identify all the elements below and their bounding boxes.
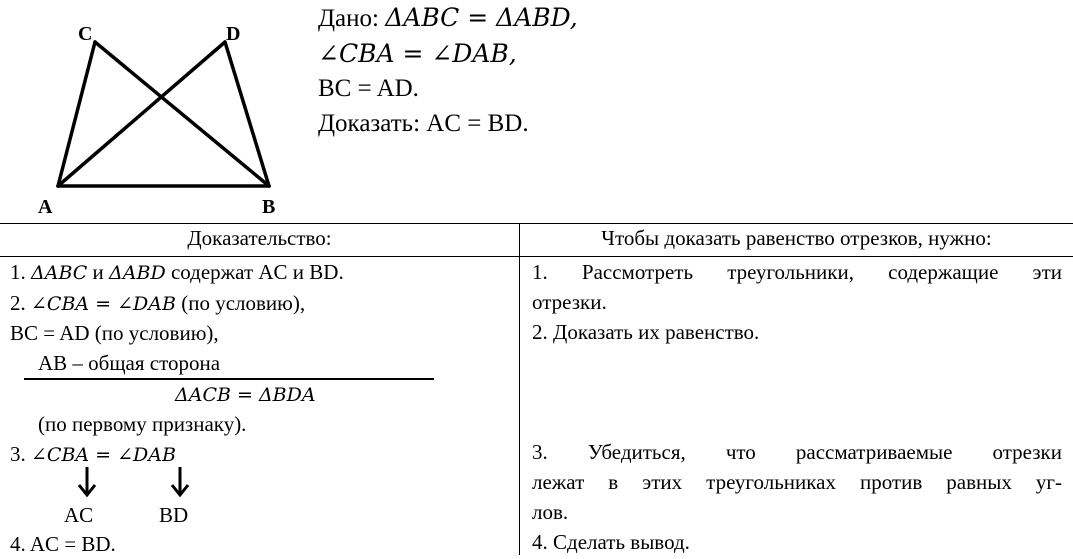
segment-bd [225,42,269,186]
segment-label-bd: BD [159,503,189,527]
vertex-label-c: C [78,23,93,45]
given-angles-equal: ∠CBA = ∠DAB, [318,39,517,68]
vertex-label-a: A [38,196,53,218]
given-line-3 [318,73,419,105]
triangle-abc: ΔABC [31,262,88,284]
method-step-2: 2. Доказать их равенство. [532,320,760,344]
proof-step-2-line-3: AB – общая сторона [38,351,221,375]
segment-ad [58,42,225,186]
method-step-3-line-2: лежат в этих треугольниках против равных уг- [532,470,1062,494]
conjunction: и [87,260,110,284]
given-triangles-equal: ΔABC = ΔABD, [385,3,578,32]
step-number: 1. [10,260,31,284]
header-steps: Чтобы доказать равенство отрезков, нужно: [601,226,992,250]
segment-ac [58,42,95,186]
table-top-border [0,223,1073,224]
given-line-1 [318,2,578,35]
method-step-3-line-1: 3. Убедиться, что рассматриваемые отрезки [532,440,1062,464]
arrow-down-icon [77,466,97,498]
step-number: 2. [10,291,31,315]
proof-step-1 [10,257,344,288]
step-text: (по условию), [175,291,306,315]
prove-line [318,108,529,140]
proof-step-2-line-2: BC = AD (по условию), [10,321,219,345]
triangle-abd: ΔABD [109,262,166,284]
method-step-1-line-1: 1. Рассмотреть треугольники, содержащие эти [532,260,1062,284]
step-number: 3. [10,442,31,466]
step-text: содержат AC и BD. [165,260,344,284]
vertex-label-d: D [226,23,241,45]
proof-step-2 [10,288,305,319]
method-step-3-line-3: лов. [532,500,569,524]
given-line-2 [318,38,517,71]
segment-cb [95,42,269,186]
method-step-1-line-2: отрезки. [532,290,607,314]
vertex-label-b: B [262,196,276,218]
proof-step-2-reason: (по первому признаку). [38,412,247,436]
arrow-down-icon [170,466,190,498]
method-step-4: 4. Сделать вывод. [532,530,690,554]
table-column-divider [519,223,520,555]
prove-statement: Доказать: AC = BD. [318,110,529,137]
angle-equality: ∠CBA = ∠DAB [31,444,176,466]
triangle-equality: ΔACB = ΔBDA [175,384,316,406]
segment-label-ac: AC [64,503,94,527]
triangle-figure [0,0,300,225]
given-label: Дано: [318,5,386,32]
angle-equality: ∠CBA = ∠DAB [31,293,176,315]
proof-step-4: 4. AC = BD. [10,532,116,556]
proof-step-2-conclusion [175,379,316,410]
given-sides-equal: BC = AD. [318,75,419,102]
header-proof: Доказательство: [187,226,332,250]
